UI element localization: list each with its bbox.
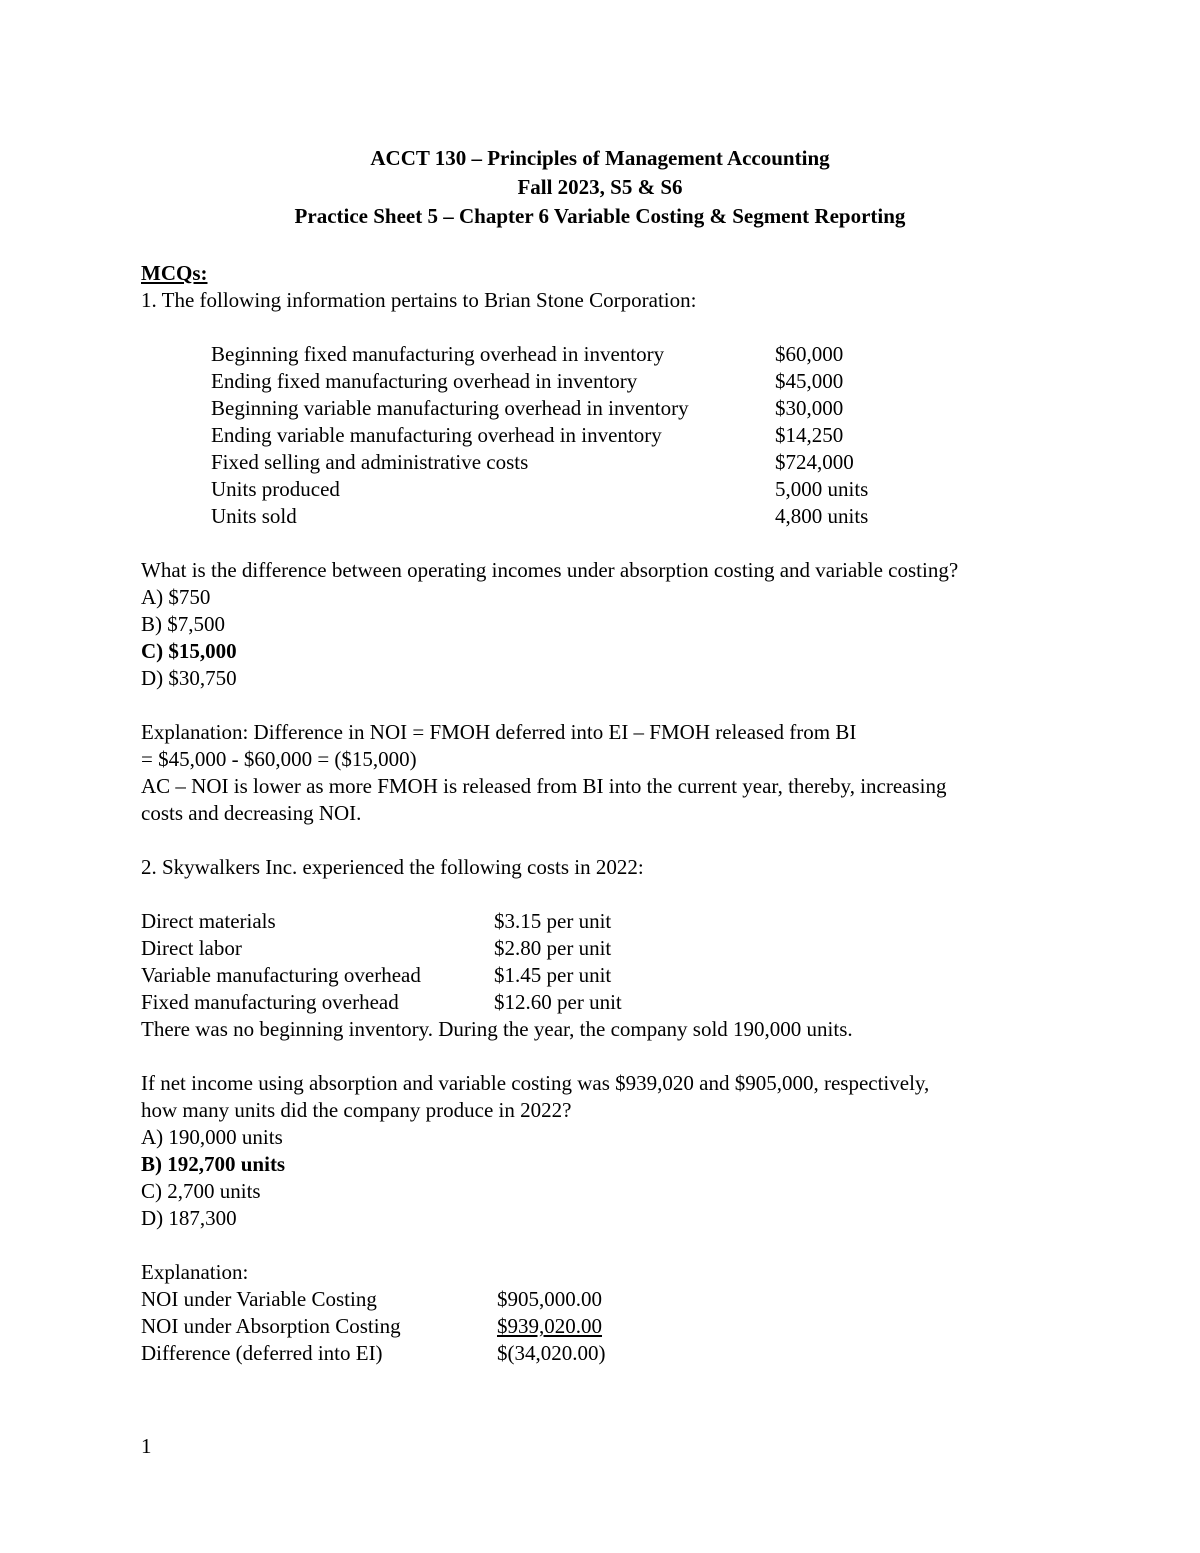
q2-question: how many units did the company produce in 2022?: [141, 1098, 572, 1122]
q1-option-d: D) $30,750: [141, 666, 237, 690]
q1-explanation-line: Explanation: Difference in NOI = FMOH deferred into EI – FMOH released from BI: [141, 720, 857, 744]
q2-note: There was no beginning inventory. During the year, the company sold 190,000 units.: [141, 1017, 853, 1041]
q1-option-b: B) $7,500: [141, 612, 225, 636]
q2-option-c: C) 2,700 units: [141, 1179, 261, 1203]
q1-explanation-line: = $45,000 - $60,000 = ($15,000): [141, 747, 417, 771]
q2-explanation-label: Explanation:: [141, 1260, 249, 1284]
table-row: Ending variable manufacturing overhead in inventory $14,250: [211, 423, 844, 447]
table-row: NOI under Variable Costing $905,000.00: [141, 1287, 602, 1311]
table-row: Direct labor $2.80 per unit: [141, 936, 612, 960]
q2-option-b-correct: B) 192,700 units: [141, 1152, 286, 1176]
q1-option-a: A) $750: [141, 585, 211, 609]
table-row: Direct materials $3.15 per unit: [141, 909, 612, 933]
table-row: Beginning variable manufacturing overhead in inventory $30,000: [211, 396, 844, 420]
table-row: Units sold 4,800 units: [211, 504, 869, 528]
term-line: Fall 2023, S5 & S6: [517, 175, 683, 199]
q1-option-c-correct: C) $15,000: [141, 639, 237, 663]
q2-explanation-table: [141, 1286, 606, 1367]
table-row: Variable manufacturing overhead $1.45 per unit: [141, 963, 612, 987]
q2-prompt: 2. Skywalkers Inc. experienced the following costs in 2022:: [141, 855, 644, 879]
q2-option-a: A) 190,000 units: [141, 1125, 283, 1149]
q1-explanation-line: costs and decreasing NOI.: [141, 801, 362, 825]
table-row: NOI under Absorption Costing $939,020.00: [141, 1314, 602, 1338]
sheet-title: Practice Sheet 5 – Chapter 6 Variable Costing & Segment Reporting: [294, 204, 906, 228]
page-number: 1: [141, 1434, 152, 1458]
table-row: Ending fixed manufacturing overhead in inventory $45,000: [211, 369, 844, 393]
q2-cost-table: [141, 908, 622, 1016]
q1-prompt: 1. The following information pertains to Brian Stone Corporation:: [141, 288, 697, 312]
table-row: Difference (deferred into EI) $(34,020.00): [141, 1341, 606, 1365]
q1-data-table: [211, 341, 868, 530]
table-row: Fixed manufacturing overhead $12.60 per unit: [141, 990, 622, 1014]
q2-option-d: D) 187,300: [141, 1206, 237, 1230]
course-title: ACCT 130 – Principles of Management Accounting: [370, 146, 830, 170]
document-body: [141, 260, 1101, 1367]
q2-question: If net income using absorption and variable costing was $939,020 and $905,000, respectively,: [141, 1071, 930, 1095]
q1-explanation-line: AC – NOI is lower as more FMOH is released from BI into the current year, thereby, increasing: [141, 774, 947, 798]
table-row: Fixed selling and administrative costs $724,000: [211, 450, 854, 474]
table-row: Units produced 5,000 units: [211, 477, 869, 501]
table-row: Beginning fixed manufacturing overhead in inventory $60,000: [211, 342, 844, 366]
mcqs-heading: MCQs:: [141, 261, 208, 285]
q1-question: What is the difference between operating incomes under absorption costing and variable costing?: [141, 558, 959, 582]
document-header: [0, 144, 1200, 231]
